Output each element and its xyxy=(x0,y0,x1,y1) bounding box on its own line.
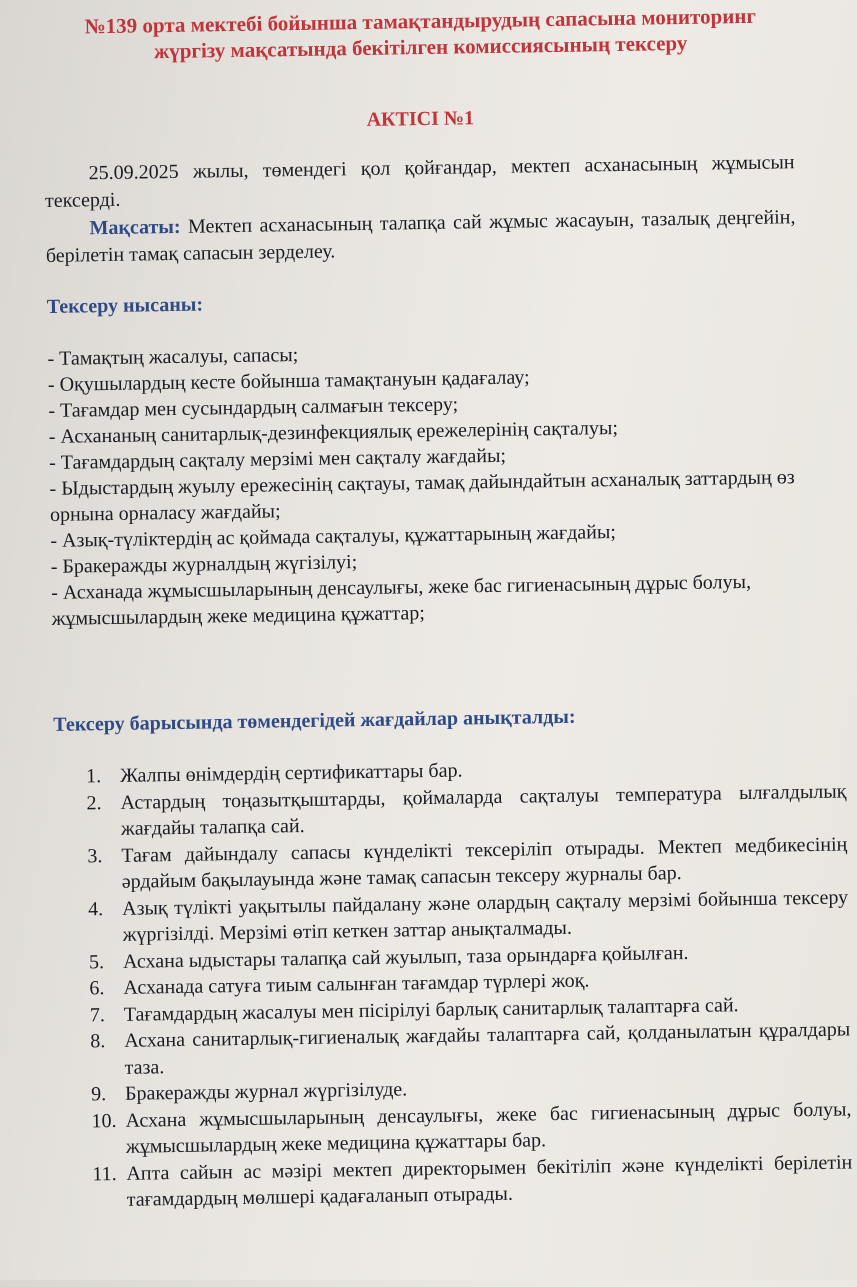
list-item: - Тағамдардың сақталу мерзімі мен сақталу жағдайы; xyxy=(48,444,507,474)
item-number: 1. xyxy=(85,765,102,788)
title-line-1: №139 орта мектебі бойынша тамақтандырудың сапасына мониторинг xyxy=(84,3,757,39)
item-number: 11. xyxy=(92,1162,117,1185)
item-text: Тағамдардың жасалуы мен пісірілуі барлық санитарлық талаптарға сай. xyxy=(123,993,739,1026)
item-number: 9. xyxy=(90,1083,107,1106)
item-text: Апта сайын ас мәзірі мектеп директорымен бекітіліп және күнделікті берілетін тағамдардың мөлшері қадағаланып отырады. xyxy=(126,1150,853,1211)
title-line-2: жүргізу мақсатында бекітілген комиссиясының тексеру xyxy=(153,30,688,64)
list-item: - Тамақтың жасалуы, сапасы; xyxy=(47,344,299,370)
findings-heading: Тексеру барысында төмендегідей жағдайлар анықталды: xyxy=(53,705,576,736)
list-item: - Асхананың санитарлық-дезинфекциялық ережелерінің сақталуы; xyxy=(48,417,619,448)
act-title: АКТІСІ №1 xyxy=(366,107,475,131)
purpose-label: Мақсаты: xyxy=(89,215,181,240)
list-item: - Бракеражды журналдың жүгізілуі; xyxy=(50,551,358,578)
item-number: 3. xyxy=(87,844,103,867)
list-item: - Тағамдар мен сусындардың салмағын тексеру; xyxy=(48,393,459,422)
item-text: Тағам дайындалу сапасы күнделікті тексеріліп отырады. Мектеп медбикесінің әрдайым бақылауында және тамақ сапасын тексеру журналы бар. xyxy=(121,832,848,893)
purpose-text: Мектеп асханасының талапқа сай жұмыс жасауын, тазалық деңгейін, берілетін тамақ сапасын зерделеу. xyxy=(45,206,796,267)
item-text: Астардың тоңазытқыштарды, қоймаларда сақталуы температура ылғалдылық жағдайы талапқа сай. xyxy=(120,779,847,840)
list-item: - Оқушылардың кесте бойынша тамақтануын қадағалау; xyxy=(47,366,530,396)
list-item: - Ыдыстардың жуылу ережесінің сақтауы, тамақ дайындайтын асханалық заттардың өз орнына орналасу жағдайы; xyxy=(49,466,795,526)
item-number: 7. xyxy=(89,1003,106,1026)
findings-list xyxy=(86,751,853,1213)
item-text: Асхана санитарлық-гигиеналық жағдайы талаптарға сай, қолданылатын құралдары таза. xyxy=(124,1018,851,1079)
item-number: 10. xyxy=(91,1109,117,1132)
item-text: Жалпы өнімдердің сертификаттары бар. xyxy=(119,759,463,787)
item-number: 6. xyxy=(89,977,105,1000)
item-number: 2. xyxy=(86,791,102,814)
document-title xyxy=(30,2,811,66)
item-number: 8. xyxy=(90,1030,106,1053)
purpose-paragraph xyxy=(45,204,796,270)
check-object-heading: Тексеру нысаны: xyxy=(46,293,204,318)
item-text: Асхана ыдыстары талапқа сай жуылып, таза орындарға қойылған. xyxy=(122,941,689,973)
item-text: Бракеражды журнал жүргізілуде. xyxy=(124,1078,408,1105)
list-item xyxy=(92,1149,853,1214)
list-item: - Асханада жұмысшыларының денсаулығы, жеке бас гигиенасының дұрыс болуы, жұмысшылардың жеке медицина құжаттар; xyxy=(51,570,752,630)
item-text: Асхана жұмысшыларының денсаулығы, жеке бас гигиенасының дұрыс болуы, жұмысшылардың жеке медицина құжаттары бар. xyxy=(125,1097,852,1158)
list-item: - Азық-түліктердің ас қоймада сақталуы, құжаттарының жағдайы; xyxy=(50,521,617,552)
item-text: Азық түлікті уақытылы пайдалану және олардың сақталу мерзімі бойынша тексеру жүргізілді. Мерзімі өтіп кеткен заттар анықталмады. xyxy=(122,885,849,946)
item-number: 5. xyxy=(88,950,105,973)
check-items-list xyxy=(47,334,811,632)
intro-text: 25.09.2025 жылы, төмендегі қол қойғандар, мектеп асханасының жұмысын тексерді. xyxy=(44,151,795,212)
item-text: Асханада сатуға тиым салынған тағамдар түрлері жоқ. xyxy=(123,969,590,999)
item-number: 4. xyxy=(88,897,104,920)
